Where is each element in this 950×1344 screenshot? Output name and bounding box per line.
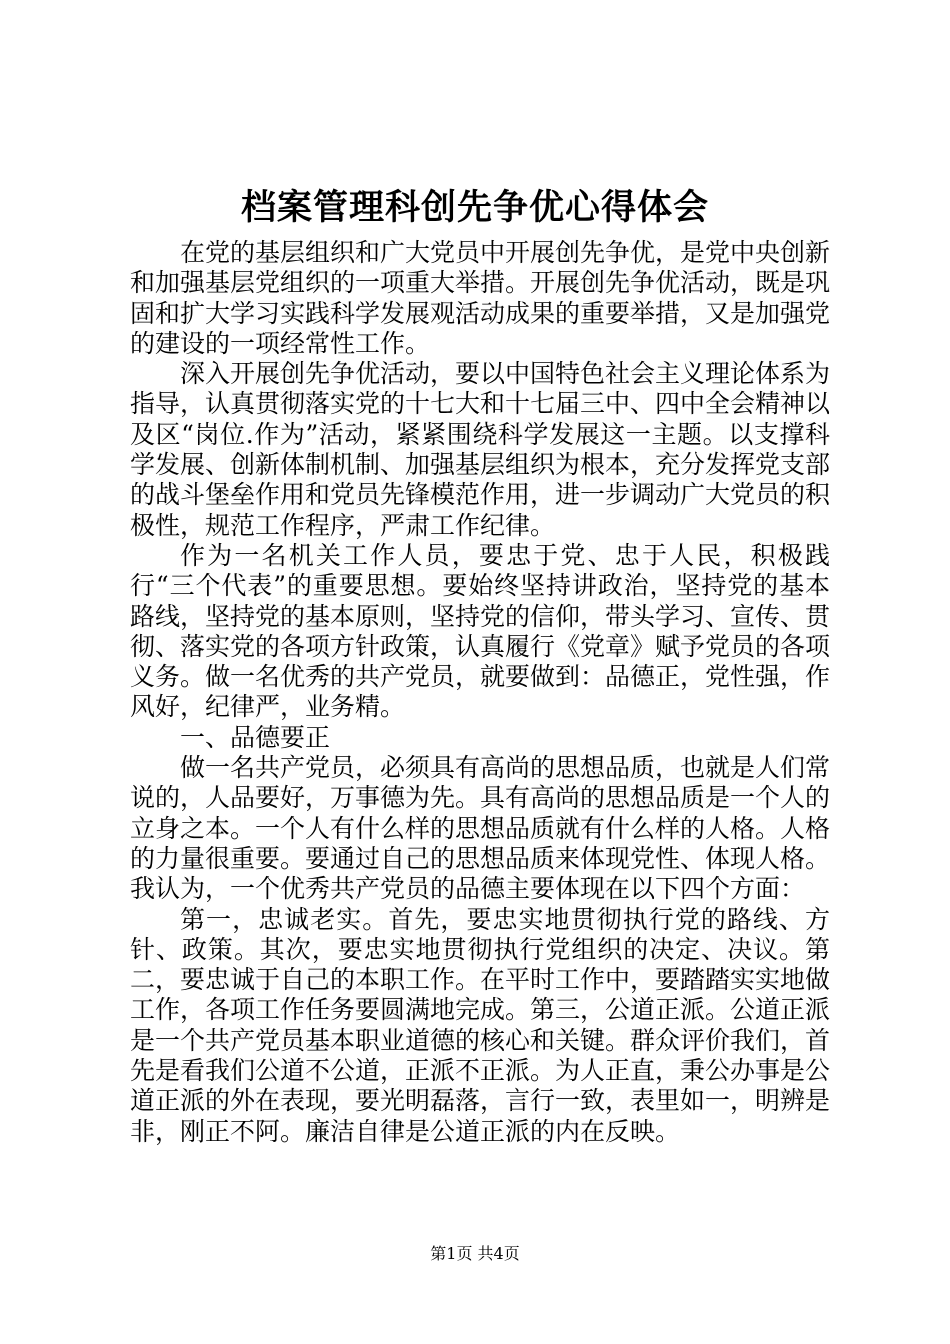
paragraph: 第一，忠诚老实。首先，要忠实地贯彻执行党的路线、方针、政策。其次，要忠实地贯彻执行党组织的决定、决议。第二，要忠诚于自己的本职工作。在平时工作中，要踏踏实实地做工作，各项工作任务要圆满地完成。第三，公道正派。公道正派是一个共产党员基本职业道德的核心和关键。群众评价我们，首先是看我们公道不公道，正派不正派。为人正直，秉公办事是公道正派的外在表现，要光明磊落，言行一致，表里如一，明辨是非，刚正不阿。廉洁自律是公道正派的内在反映。 <box>130 904 831 1146</box>
document-title: 档案管理科创先争优心得体会 <box>240 187 709 228</box>
paragraph: 在党的基层组织和广大党员中开展创先争优，是党中央创新和加强基层党组织的一项重大举措。开展创先争优活动，既是巩固和扩大学习实践科学发展观活动成果的重要举措，又是加强党的建设的一项经常性工作。 <box>130 238 831 358</box>
section-heading: 一、品德要正 <box>180 722 331 752</box>
page-number-footer: 第1页 共4页 <box>430 1244 520 1263</box>
document-body <box>130 238 830 1147</box>
paragraph: 深入开展创先争优活动，要以中国特色社会主义理论体系为指导，认真贯彻落实党的十七大和十七届三中、四中全会精神以及区“岗位.作为”活动，紧紧围绕科学发展这一主题。以支撑科学发展、创新体制机制、加强基层组织为根本，充分发挥党支部的战斗堡垒作用和党员先锋模范作用，进一步调动广大党员的积极性，规范工作程序，严肃工作纪律。 <box>130 359 831 540</box>
paragraph: 做一名共产党员，必须具有高尚的思想品质，也就是人们常说的，人品要好，万事德为先。具有高尚的思想品质是一个人的立身之本。一个人有什么样的思想品质就有什么样的人格。人格的力量很重要。要通过自己的思想品质来体现党性、体现人格。我认为，一个优秀共产党员的品德主要体现在以下四个方面： <box>130 753 831 904</box>
paragraph: 作为一名机关工作人员，要忠于党、忠于人民，积极践行“三个代表”的重要思想。要始终坚持讲政治，坚持党的基本路线，坚持党的基本原则，坚持党的信仰，带头学习、宣传、贯彻、落实党的各项方针政策，认真履行《党章》赋予党员的各项义务。做一名优秀的共产党员，就要做到：品德正，党性强，作风好，纪律严，业务精。 <box>130 540 831 722</box>
